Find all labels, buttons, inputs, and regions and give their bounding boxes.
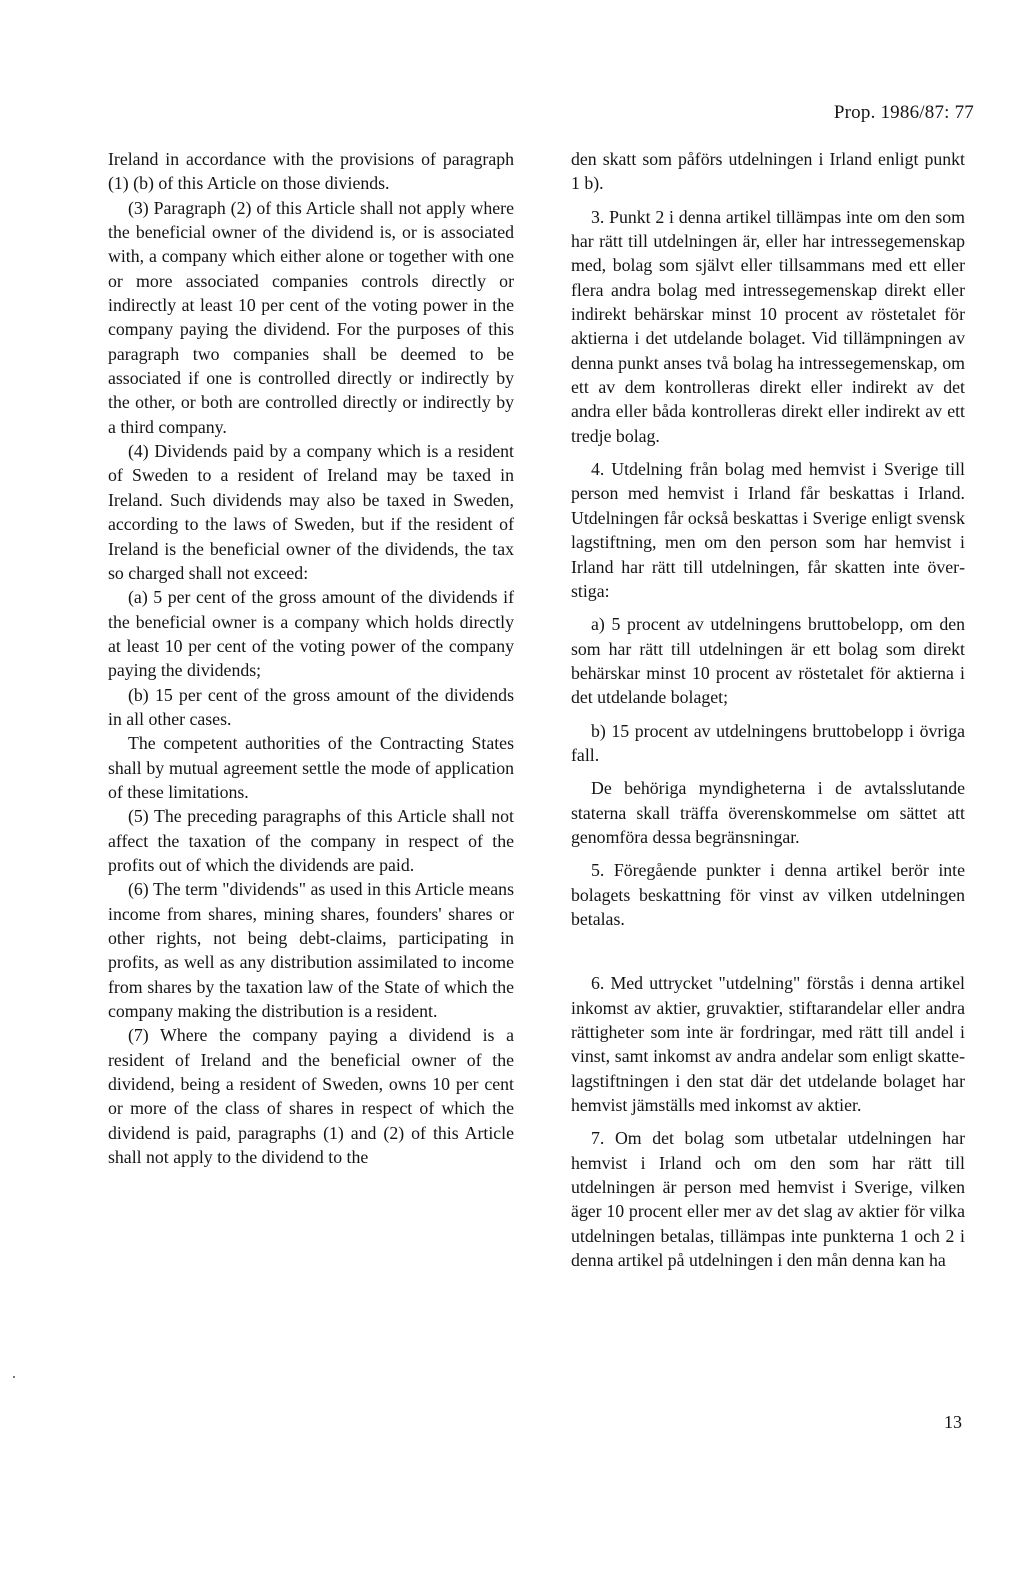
punkt-3: 3. Punkt 2 i denna artikel tillämpas inte om den som har rätt till utdelningen är, eller har intressegemenskap med, bolag som självt eller tillsammans med ett eller flera andra bolag med intressegemenskap direkt eller indirekt behärskar minst 10 procent av röstetalet för aktierna i det utdelande bolaget. Vid tillämpningen av denna punkt anses två bolag ha intressegemenskap, om ett av dem kontrolleras direkt eller indirekt av det andra eller båda kontrolleras direkt eller indirekt av ett tredje bolag. (571, 206, 965, 446)
english-column (108, 147, 514, 1169)
paragraph-4a: (a) 5 per cent of the gross amount of the dividends if the beneficial owner is a company which holds directly at least 10 per cent of the voting power of the company paying the dividends; (108, 587, 514, 681)
punkt-5: 5. Föregående punkter i denna artikel berör inte bolagets beskattning för vinst av vilken utdelningen betalas. (571, 860, 965, 929)
paragraph-3: (3) Paragraph (2) of this Article shall not apply where the beneficial owner of the dividend is, or is associated with, a company which either alone or together with one or more associated companies controls directly or indirectly at least 10 per cent of the voting power in the company paying the dividend. For the purposes of this paragraph two companies shall be deemed to be associated if one is controlled directly or indirectly by the other, or both are controlled directly or indirectly by a third company. (108, 197, 514, 437)
paragraph-7: (7) Where the company paying a dividend is a resident of Ireland and the beneficial owner of the dividend, being a resident of Sweden, owns 10 per cent or more of the class of shares in respect of which the dividend is paid, paragraphs (1) and (2) of this Article shall not apply to the dividend to the (108, 1025, 514, 1168)
punkt-4-closing: De behöriga myndigheterna i de avtalsslutande staterna skall träffa överenskommelse om sättet att genomföra dessa begränsningar. (571, 778, 965, 847)
document-reference: Prop. 1986/87: 77 (833, 102, 974, 123)
page-number: 13 (944, 1412, 962, 1432)
punkt-6: 6. Med uttrycket "utdelning" förstås i denna artikel inkomst av aktier, gruvaktier, stiftarandelar eller andra rättigheter som inte är fordringar, med rätt till andel i vinst, samt inkomst av andra andelar som enligt skattelagstiftningen i den stat där det utdelande bolaget har hemvist jämställs med inkomst av aktier. (571, 973, 965, 1116)
scan-speck (13, 1376, 15, 1378)
punkt-7: 7. Om det bolag som utbetalar utdelningen har hemvist i Irland och om den som har rätt till utdelningen är person med hemvist i Sverige, vilken äger 10 procent eller mer av det slag av aktier för vilka utdelningen betalas, tillämpas inte punkterna 1 och 2 i denna artikel på utdelningen i den mån denna kan ha (571, 1128, 965, 1271)
punkt-continuation: den skatt som påförs utdelningen i Irland enligt punkt 1 b). (571, 149, 965, 194)
paragraph-4: (4) Dividends paid by a company which is a resident of Sweden to a resident of Ireland may be taxed in Ireland. Such dividends may also be taxed in Sweden, according to the laws of Sweden, but if the resident of Ireland is the beneficial owner of the dividends, the tax so charged shall not exceed: (108, 441, 514, 583)
paragraph-4b: (b) 15 per cent of the gross amount of the dividends in all other cases. (108, 684, 514, 729)
paragraph-6: (6) The term "dividends" as used in this Article means income from shares, mining shares, founders' shares or other rights, not being debt-claims, participating in profits, as well as any distribution assimilated to income from shares by the taxation law of the State of which the company making the distribution is a resident. (108, 879, 514, 1022)
punkt-4: 4. Utdelning från bolag med hemvist i Sverige till person med hemvist i Irland får beskattas i Irland. Utdelningen får också beskattas i Sverige enligt svensk lagstiftning, men om den person som har hemvist i Irland har rätt till utdelningen, får skatten inte överstiga: (571, 459, 965, 601)
punkt-4b: b) 15 procent av utdelningens bruttobelopp i övriga fall. (571, 720, 965, 765)
paragraph-4-closing: The competent authorities of the Contracting States shall by mutual agreement settle the mode of application of these limitations. (108, 733, 514, 802)
punkt-4a: a) 5 procent av utdelningens bruttobelopp, om den som har rätt till utdelningen är ett bolag som direkt behärskar minst 10 procent av röstetalet för aktierna i det utdelande bolaget; (571, 614, 965, 708)
paragraph-continuation: Ireland in accordance with the provisions of paragraph (1) (b) of this Article on those diviends. (108, 149, 514, 194)
paragraph-5: (5) The preceding paragraphs of this Article shall not affect the taxation of the company in respect of the profits out of which the dividends are paid. (108, 806, 514, 875)
swedish-column (571, 147, 965, 1272)
